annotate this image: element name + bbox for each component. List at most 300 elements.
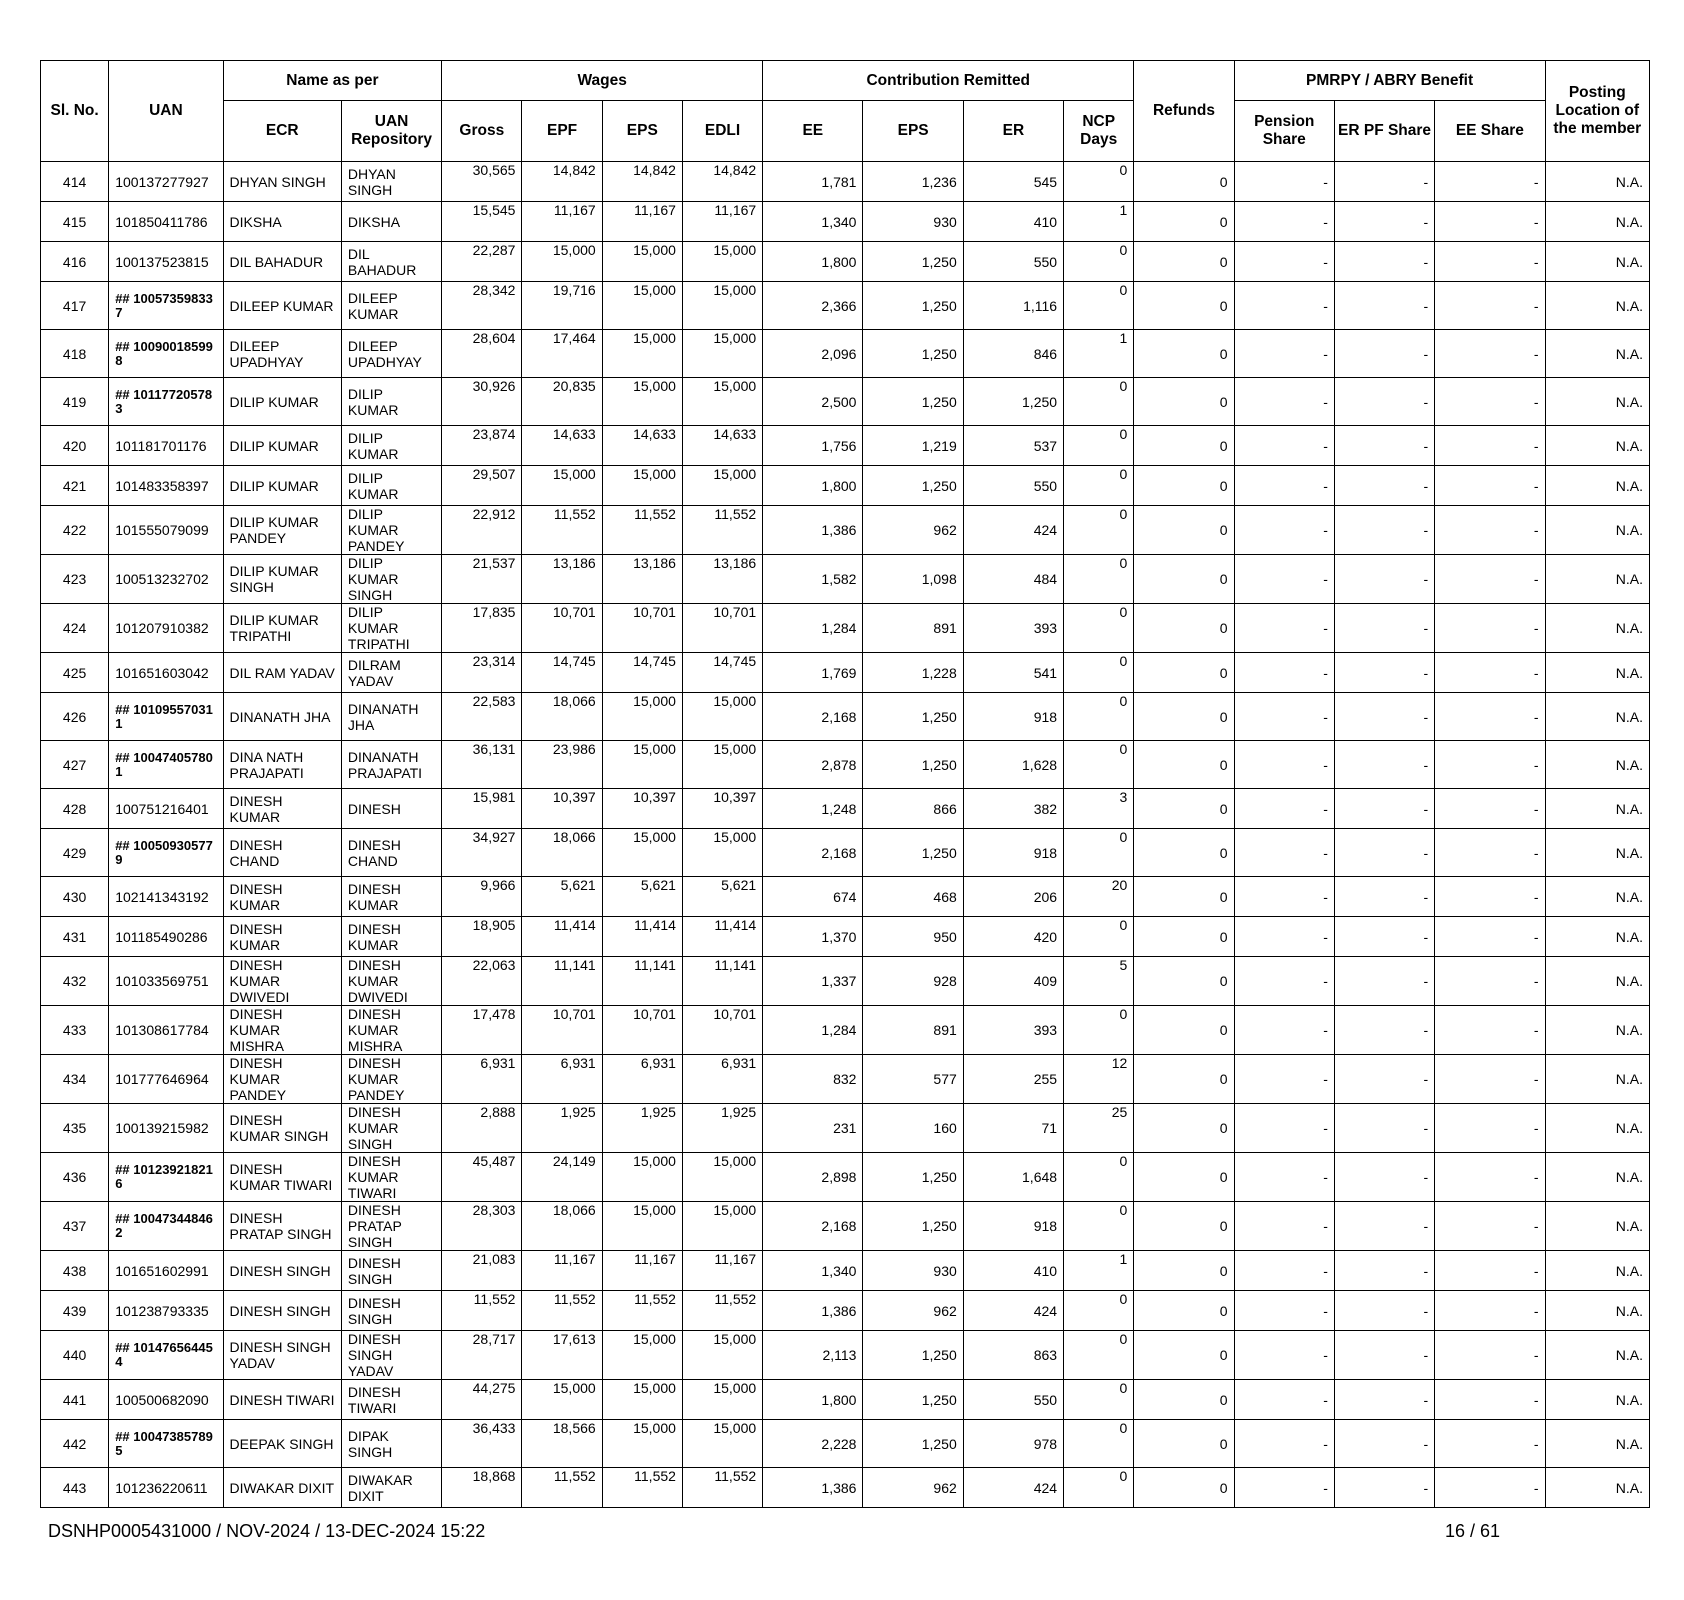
cell-ee: 1,800 xyxy=(763,1380,863,1420)
cell-ee-share: - xyxy=(1435,1202,1545,1251)
cell-pension-share: - xyxy=(1234,877,1334,917)
cell-er: 978 xyxy=(963,1420,1063,1468)
cell-epf: 17,464 xyxy=(522,330,602,378)
cell-posting-location: N.A. xyxy=(1545,957,1649,1006)
cell-pension-share: - xyxy=(1234,1153,1334,1202)
table-row xyxy=(41,378,1650,426)
cell-uan: ## 10109557031 1 xyxy=(109,693,223,741)
cell-uan-repository-name: DILIP KUMAR xyxy=(341,378,441,426)
cell-pension-share: - xyxy=(1234,917,1334,957)
cell-uan-repository-name: DIL BAHADUR xyxy=(341,242,441,282)
cell-posting-location: N.A. xyxy=(1545,1468,1649,1508)
cell-ee: 2,878 xyxy=(763,741,863,789)
cell-uan-repository-name: DINESH CHAND xyxy=(341,829,441,877)
cell-ncp-days: 0 xyxy=(1064,426,1134,466)
cell-pension-share: - xyxy=(1234,1055,1334,1104)
cell-gross: 22,287 xyxy=(442,242,522,282)
cell-ncp-days: 1 xyxy=(1064,1251,1134,1291)
cell-ncp-days: 0 xyxy=(1064,653,1134,693)
cell-posting-location: N.A. xyxy=(1545,789,1649,829)
cell-ee-share: - xyxy=(1435,1291,1545,1331)
col-ncp-days: NCP Days xyxy=(1064,101,1134,162)
cell-ncp-days: 0 xyxy=(1064,506,1134,555)
cell-epf: 13,186 xyxy=(522,555,602,604)
cell-ee-share: - xyxy=(1435,1006,1545,1055)
cell-ecr-name: DINA NATH PRAJAPATI xyxy=(223,741,341,789)
cell-ee-share: - xyxy=(1435,1331,1545,1380)
cell-sl-no: 439 xyxy=(41,1291,109,1331)
table-row xyxy=(41,202,1650,242)
cell-uan: ## 10047405780 1 xyxy=(109,741,223,789)
cell-er: 410 xyxy=(963,202,1063,242)
cell-posting-location: N.A. xyxy=(1545,282,1649,330)
cell-uan-repository-name: DIWAKAR DIXIT xyxy=(341,1468,441,1508)
cell-ee: 1,769 xyxy=(763,653,863,693)
cell-sl-no: 437 xyxy=(41,1202,109,1251)
cell-epf: 11,414 xyxy=(522,917,602,957)
cell-er-pf-share: - xyxy=(1334,1420,1434,1468)
table-row xyxy=(41,1331,1650,1380)
cell-ee-share: - xyxy=(1435,555,1545,604)
cell-edli: 15,000 xyxy=(682,693,762,741)
cell-uan-repository-name: DILIP KUMAR xyxy=(341,466,441,506)
cell-uan: ## 10147656445 4 xyxy=(109,1331,223,1380)
cell-er-pf-share: - xyxy=(1334,378,1434,426)
cell-refunds: 0 xyxy=(1134,1291,1234,1331)
cell-ee: 1,781 xyxy=(763,162,863,202)
cell-posting-location: N.A. xyxy=(1545,1153,1649,1202)
cell-posting-location: N.A. xyxy=(1545,466,1649,506)
cell-uan: 101651602991 xyxy=(109,1251,223,1291)
cell-uan: 101555079099 xyxy=(109,506,223,555)
cell-sl-no: 416 xyxy=(41,242,109,282)
cell-edli: 11,167 xyxy=(682,1251,762,1291)
col-contrib-eps: EPS xyxy=(863,101,963,162)
cell-er: 484 xyxy=(963,555,1063,604)
cell-refunds: 0 xyxy=(1134,1380,1234,1420)
cell-gross: 18,905 xyxy=(442,917,522,957)
cell-posting-location: N.A. xyxy=(1545,653,1649,693)
cell-posting-location: N.A. xyxy=(1545,162,1649,202)
cell-er: 1,250 xyxy=(963,378,1063,426)
cell-gross: 34,927 xyxy=(442,829,522,877)
cell-uan-repository-name: DINESH SINGH xyxy=(341,1291,441,1331)
cell-er-pf-share: - xyxy=(1334,1331,1434,1380)
cell-eps: 11,552 xyxy=(602,1468,682,1508)
cell-epf: 18,566 xyxy=(522,1420,602,1468)
cell-ncp-days: 0 xyxy=(1064,693,1134,741)
cell-uan-repository-name: DIPAK SINGH xyxy=(341,1420,441,1468)
cell-uan: 100137523815 xyxy=(109,242,223,282)
cell-uan-repository-name: DILIP KUMAR PANDEY xyxy=(341,506,441,555)
cell-refunds: 0 xyxy=(1134,378,1234,426)
cell-uan: 100513232702 xyxy=(109,555,223,604)
cell-er-pf-share: - xyxy=(1334,202,1434,242)
cell-uan: ## 10050930577 9 xyxy=(109,829,223,877)
cell-refunds: 0 xyxy=(1134,1420,1234,1468)
cell-eps: 11,552 xyxy=(602,1291,682,1331)
cell-ee-share: - xyxy=(1435,693,1545,741)
cell-posting-location: N.A. xyxy=(1545,917,1649,957)
cell-er-pf-share: - xyxy=(1334,555,1434,604)
cell-posting-location: N.A. xyxy=(1545,1380,1649,1420)
cell-eps: 6,931 xyxy=(602,1055,682,1104)
cell-ee: 1,756 xyxy=(763,426,863,466)
cell-refunds: 0 xyxy=(1134,829,1234,877)
cell-sl-no: 425 xyxy=(41,653,109,693)
cell-refunds: 0 xyxy=(1134,1331,1234,1380)
cell-contrib-eps: 1,250 xyxy=(863,1153,963,1202)
cell-er: 206 xyxy=(963,877,1063,917)
cell-gross: 22,063 xyxy=(442,957,522,1006)
cell-er: 393 xyxy=(963,1006,1063,1055)
cell-pension-share: - xyxy=(1234,1380,1334,1420)
cell-ncp-days: 0 xyxy=(1064,466,1134,506)
cell-sl-no: 435 xyxy=(41,1104,109,1153)
table-row xyxy=(41,1251,1650,1291)
cell-edli: 13,186 xyxy=(682,555,762,604)
table-row xyxy=(41,604,1650,653)
cell-gross: 17,478 xyxy=(442,1006,522,1055)
cell-refunds: 0 xyxy=(1134,604,1234,653)
cell-er-pf-share: - xyxy=(1334,1104,1434,1153)
cell-ncp-days: 0 xyxy=(1064,1153,1134,1202)
col-epf: EPF xyxy=(522,101,602,162)
cell-epf: 14,842 xyxy=(522,162,602,202)
cell-er-pf-share: - xyxy=(1334,1251,1434,1291)
cell-refunds: 0 xyxy=(1134,789,1234,829)
cell-ee: 1,340 xyxy=(763,202,863,242)
cell-ncp-days: 0 xyxy=(1064,741,1134,789)
cell-posting-location: N.A. xyxy=(1545,1420,1649,1468)
cell-edli: 15,000 xyxy=(682,466,762,506)
cell-er: 424 xyxy=(963,1291,1063,1331)
cell-ncp-days: 0 xyxy=(1064,1380,1134,1420)
cell-eps: 15,000 xyxy=(602,282,682,330)
cell-ee-share: - xyxy=(1435,653,1545,693)
cell-ecr-name: DEEPAK SINGH xyxy=(223,1420,341,1468)
cell-pension-share: - xyxy=(1234,162,1334,202)
col-eps: EPS xyxy=(602,101,682,162)
cell-ee-share: - xyxy=(1435,242,1545,282)
cell-refunds: 0 xyxy=(1134,466,1234,506)
cell-ee: 1,386 xyxy=(763,1468,863,1508)
cell-gross: 36,433 xyxy=(442,1420,522,1468)
cell-ecr-name: DIWAKAR DIXIT xyxy=(223,1468,341,1508)
cell-pension-share: - xyxy=(1234,1006,1334,1055)
cell-contrib-eps: 1,250 xyxy=(863,466,963,506)
cell-epf: 18,066 xyxy=(522,693,602,741)
group-contribution-remitted: Contribution Remitted xyxy=(763,61,1134,101)
cell-contrib-eps: 1,219 xyxy=(863,426,963,466)
table-row xyxy=(41,506,1650,555)
cell-eps: 15,000 xyxy=(602,1420,682,1468)
cell-eps: 15,000 xyxy=(602,829,682,877)
cell-epf: 15,000 xyxy=(522,466,602,506)
cell-er: 863 xyxy=(963,1331,1063,1380)
cell-eps: 14,842 xyxy=(602,162,682,202)
cell-ee-share: - xyxy=(1435,378,1545,426)
cell-ecr-name: DILIP KUMAR TRIPATHI xyxy=(223,604,341,653)
cell-ee-share: - xyxy=(1435,917,1545,957)
cell-ecr-name: DIKSHA xyxy=(223,202,341,242)
cell-uan-repository-name: DINESH KUMAR SINGH xyxy=(341,1104,441,1153)
cell-sl-no: 414 xyxy=(41,162,109,202)
cell-refunds: 0 xyxy=(1134,1251,1234,1291)
cell-er: 550 xyxy=(963,466,1063,506)
cell-ecr-name: DINESH KUMAR TIWARI xyxy=(223,1153,341,1202)
cell-er: 410 xyxy=(963,1251,1063,1291)
cell-ncp-days: 0 xyxy=(1064,242,1134,282)
cell-er-pf-share: - xyxy=(1334,1202,1434,1251)
cell-refunds: 0 xyxy=(1134,1153,1234,1202)
cell-er: 255 xyxy=(963,1055,1063,1104)
cell-epf: 11,167 xyxy=(522,202,602,242)
cell-gross: 9,966 xyxy=(442,877,522,917)
cell-epf: 11,552 xyxy=(522,1468,602,1508)
cell-uan: ## 10047385789 5 xyxy=(109,1420,223,1468)
cell-contrib-eps: 930 xyxy=(863,1251,963,1291)
cell-edli: 11,414 xyxy=(682,917,762,957)
cell-gross: 22,912 xyxy=(442,506,522,555)
cell-pension-share: - xyxy=(1234,829,1334,877)
cell-edli: 15,000 xyxy=(682,282,762,330)
cell-ncp-days: 0 xyxy=(1064,1331,1134,1380)
cell-sl-no: 436 xyxy=(41,1153,109,1202)
table-row xyxy=(41,1468,1650,1508)
cell-contrib-eps: 468 xyxy=(863,877,963,917)
cell-ecr-name: DILIP KUMAR PANDEY xyxy=(223,506,341,555)
table-row xyxy=(41,330,1650,378)
cell-pension-share: - xyxy=(1234,741,1334,789)
cell-uan-repository-name: DINESH KUMAR xyxy=(341,917,441,957)
cell-contrib-eps: 160 xyxy=(863,1104,963,1153)
cell-pension-share: - xyxy=(1234,1420,1334,1468)
cell-ecr-name: DINESH CHAND xyxy=(223,829,341,877)
cell-uan: 100139215982 xyxy=(109,1104,223,1153)
cell-sl-no: 440 xyxy=(41,1331,109,1380)
cell-ncp-days: 0 xyxy=(1064,1006,1134,1055)
cell-posting-location: N.A. xyxy=(1545,1291,1649,1331)
table-row xyxy=(41,957,1650,1006)
cell-eps: 15,000 xyxy=(602,378,682,426)
cell-epf: 10,701 xyxy=(522,1006,602,1055)
cell-refunds: 0 xyxy=(1134,917,1234,957)
cell-uan: 101238793335 xyxy=(109,1291,223,1331)
cell-contrib-eps: 962 xyxy=(863,1291,963,1331)
cell-uan: 101033569751 xyxy=(109,957,223,1006)
cell-posting-location: N.A. xyxy=(1545,1104,1649,1153)
cell-er-pf-share: - xyxy=(1334,330,1434,378)
cell-posting-location: N.A. xyxy=(1545,741,1649,789)
cell-epf: 15,000 xyxy=(522,1380,602,1420)
cell-gross: 28,604 xyxy=(442,330,522,378)
cell-ecr-name: DINESH KUMAR xyxy=(223,877,341,917)
cell-er-pf-share: - xyxy=(1334,1380,1434,1420)
table-body xyxy=(41,162,1650,1508)
cell-pension-share: - xyxy=(1234,242,1334,282)
table-row xyxy=(41,1202,1650,1251)
cell-pension-share: - xyxy=(1234,466,1334,506)
cell-edli: 11,552 xyxy=(682,1291,762,1331)
cell-uan-repository-name: DILEEP KUMAR xyxy=(341,282,441,330)
cell-ee-share: - xyxy=(1435,1380,1545,1420)
cell-ee-share: - xyxy=(1435,1153,1545,1202)
cell-er-pf-share: - xyxy=(1334,653,1434,693)
cell-edli: 15,000 xyxy=(682,741,762,789)
table-row xyxy=(41,1104,1650,1153)
cell-epf: 1,925 xyxy=(522,1104,602,1153)
cell-ecr-name: DILEEP KUMAR xyxy=(223,282,341,330)
cell-ee-share: - xyxy=(1435,162,1545,202)
cell-contrib-eps: 891 xyxy=(863,604,963,653)
cell-ncp-days: 3 xyxy=(1064,789,1134,829)
cell-eps: 13,186 xyxy=(602,555,682,604)
cell-sl-no: 430 xyxy=(41,877,109,917)
table-row xyxy=(41,466,1650,506)
col-ecr: ECR xyxy=(223,101,341,162)
cell-eps: 15,000 xyxy=(602,1331,682,1380)
cell-ecr-name: DINESH KUMAR MISHRA xyxy=(223,1006,341,1055)
cell-contrib-eps: 1,250 xyxy=(863,378,963,426)
cell-epf: 11,552 xyxy=(522,1291,602,1331)
cell-epf: 11,552 xyxy=(522,506,602,555)
cell-eps: 15,000 xyxy=(602,741,682,789)
cell-eps: 11,552 xyxy=(602,506,682,555)
cell-er-pf-share: - xyxy=(1334,693,1434,741)
cell-ecr-name: DILIP KUMAR xyxy=(223,466,341,506)
cell-eps: 14,745 xyxy=(602,653,682,693)
cell-er: 545 xyxy=(963,162,1063,202)
cell-gross: 17,835 xyxy=(442,604,522,653)
col-uan: UAN xyxy=(109,61,223,162)
cell-edli: 15,000 xyxy=(682,242,762,282)
cell-sl-no: 424 xyxy=(41,604,109,653)
cell-uan-repository-name: DINESH KUMAR TIWARI xyxy=(341,1153,441,1202)
cell-sl-no: 442 xyxy=(41,1420,109,1468)
cell-sl-no: 423 xyxy=(41,555,109,604)
cell-ncp-days: 0 xyxy=(1064,829,1134,877)
cell-contrib-eps: 930 xyxy=(863,202,963,242)
cell-ncp-days: 0 xyxy=(1064,162,1134,202)
cell-posting-location: N.A. xyxy=(1545,242,1649,282)
cell-uan: 100751216401 xyxy=(109,789,223,829)
cell-posting-location: N.A. xyxy=(1545,1055,1649,1104)
cell-sl-no: 443 xyxy=(41,1468,109,1508)
cell-er: 420 xyxy=(963,917,1063,957)
cell-epf: 23,986 xyxy=(522,741,602,789)
cell-er: 409 xyxy=(963,957,1063,1006)
table-row xyxy=(41,741,1650,789)
cell-epf: 17,613 xyxy=(522,1331,602,1380)
cell-gross: 21,083 xyxy=(442,1251,522,1291)
table-row xyxy=(41,1055,1650,1104)
cell-ee: 231 xyxy=(763,1104,863,1153)
cell-ecr-name: DINESH SINGH YADAV xyxy=(223,1331,341,1380)
cell-er: 918 xyxy=(963,1202,1063,1251)
cell-sl-no: 433 xyxy=(41,1006,109,1055)
cell-epf: 5,621 xyxy=(522,877,602,917)
cell-epf: 24,149 xyxy=(522,1153,602,1202)
cell-ee: 2,500 xyxy=(763,378,863,426)
cell-posting-location: N.A. xyxy=(1545,693,1649,741)
cell-epf: 15,000 xyxy=(522,242,602,282)
cell-gross: 18,868 xyxy=(442,1468,522,1508)
cell-contrib-eps: 950 xyxy=(863,917,963,957)
cell-ee-share: - xyxy=(1435,1468,1545,1508)
cell-gross: 21,537 xyxy=(442,555,522,604)
cell-ncp-days: 0 xyxy=(1064,917,1134,957)
cell-sl-no: 432 xyxy=(41,957,109,1006)
cell-er: 1,628 xyxy=(963,741,1063,789)
group-pmrpy-abry: PMRPY / ABRY Benefit xyxy=(1234,61,1545,101)
cell-er-pf-share: - xyxy=(1334,877,1434,917)
cell-sl-no: 427 xyxy=(41,741,109,789)
col-uan-repository: UAN Repository xyxy=(341,101,441,162)
cell-ecr-name: DINESH KUMAR PANDEY xyxy=(223,1055,341,1104)
col-er-pf-share: ER PF Share xyxy=(1334,101,1434,162)
cell-refunds: 0 xyxy=(1134,282,1234,330)
cell-gross: 23,314 xyxy=(442,653,522,693)
cell-er-pf-share: - xyxy=(1334,917,1434,957)
cell-uan: ## 10057359833 7 xyxy=(109,282,223,330)
cell-gross: 22,583 xyxy=(442,693,522,741)
col-refunds: Refunds xyxy=(1134,61,1234,162)
cell-epf: 20,835 xyxy=(522,378,602,426)
cell-gross: 6,931 xyxy=(442,1055,522,1104)
cell-gross: 2,888 xyxy=(442,1104,522,1153)
cell-epf: 10,397 xyxy=(522,789,602,829)
cell-uan-repository-name: DINESH PRATAP SINGH xyxy=(341,1202,441,1251)
cell-eps: 15,000 xyxy=(602,466,682,506)
cell-uan-repository-name: DINANATH PRAJAPATI xyxy=(341,741,441,789)
cell-eps: 10,397 xyxy=(602,789,682,829)
cell-contrib-eps: 1,250 xyxy=(863,330,963,378)
table-row xyxy=(41,1153,1650,1202)
cell-epf: 18,066 xyxy=(522,829,602,877)
cell-uan: 101181701176 xyxy=(109,426,223,466)
cell-edli: 15,000 xyxy=(682,1420,762,1468)
cell-ncp-days: 20 xyxy=(1064,877,1134,917)
cell-ecr-name: DINESH TIWARI xyxy=(223,1380,341,1420)
cell-edli: 14,633 xyxy=(682,426,762,466)
cell-eps: 10,701 xyxy=(602,1006,682,1055)
cell-ncp-days: 0 xyxy=(1064,378,1134,426)
cell-edli: 1,925 xyxy=(682,1104,762,1153)
cell-epf: 14,633 xyxy=(522,426,602,466)
cell-eps: 11,167 xyxy=(602,1251,682,1291)
cell-pension-share: - xyxy=(1234,1251,1334,1291)
cell-gross: 30,926 xyxy=(442,378,522,426)
cell-edli: 10,701 xyxy=(682,1006,762,1055)
cell-pension-share: - xyxy=(1234,604,1334,653)
cell-posting-location: N.A. xyxy=(1545,426,1649,466)
cell-posting-location: N.A. xyxy=(1545,604,1649,653)
table-row xyxy=(41,242,1650,282)
cell-posting-location: N.A. xyxy=(1545,877,1649,917)
col-gross: Gross xyxy=(442,101,522,162)
cell-er: 1,648 xyxy=(963,1153,1063,1202)
cell-refunds: 0 xyxy=(1134,957,1234,1006)
cell-uan: 100500682090 xyxy=(109,1380,223,1420)
col-edli: EDLI xyxy=(682,101,762,162)
cell-pension-share: - xyxy=(1234,1291,1334,1331)
cell-er: 424 xyxy=(963,1468,1063,1508)
cell-er: 550 xyxy=(963,242,1063,282)
cell-contrib-eps: 1,228 xyxy=(863,653,963,693)
cell-ee-share: - xyxy=(1435,957,1545,1006)
cell-uan: ## 10090018599 8 xyxy=(109,330,223,378)
